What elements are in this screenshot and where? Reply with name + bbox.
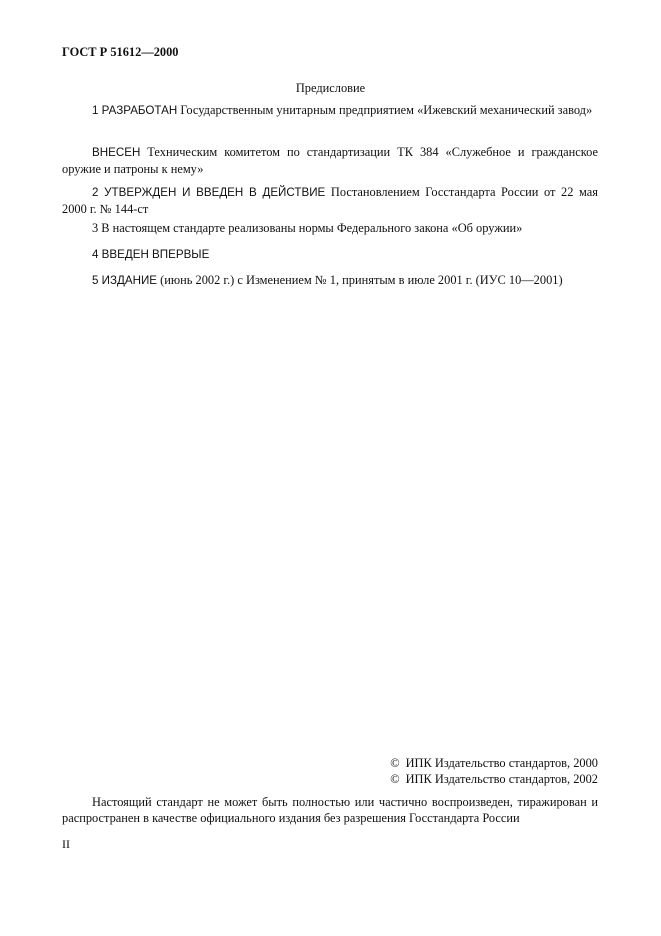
- preface-item-lead: 2 УТВЕРЖДЕН И ВВЕДЕН В ДЕЙСТВИЕ: [92, 186, 326, 199]
- copyright-icon: ©: [390, 772, 400, 786]
- page-number: II: [62, 837, 70, 851]
- preface-title: Предисловие: [295, 81, 366, 95]
- copyright-text: ИПК Издательство стандартов, 2000: [405, 756, 598, 770]
- preface-item-text: (июнь 2002 г.) с Изменением № 1, принятым в июле 2001 г. (ИУС 10—2001): [157, 273, 563, 287]
- preface-item-developed: [62, 102, 598, 119]
- preface-item-lead: 5 ИЗДАНИЕ: [92, 274, 158, 287]
- reproduction-notice: Настоящий стандарт не может быть полностью или частично воспроизведен, тиражирован и распространен в качестве официального издания без разрешения Госстандарта России: [62, 795, 598, 825]
- preface-item-introduced: [62, 144, 598, 177]
- preface-item-lead: 4 ВВЕДЕН ВПЕРВЫЕ: [92, 248, 210, 261]
- preface-item-text: Постановлением Госстандарта России от 22 мая 2000 г. № 144-ст: [62, 185, 598, 216]
- copyright-line: [390, 771, 598, 787]
- copyright-block: [390, 755, 598, 787]
- document-code: ГОСТ Р 51612—2000: [62, 45, 179, 59]
- copyright-icon: ©: [390, 756, 400, 770]
- preface-item-law: [62, 220, 598, 237]
- preface-item-approved: [62, 184, 598, 217]
- preface-item-text: Техническим комитетом по стандартизации ТК 384 «Служебное и гражданское оружие и патроны к нему»: [62, 145, 598, 176]
- preface-item-text: Государственным унитарным предприятием «Ижевский механический завод»: [177, 103, 593, 117]
- copyright-line: [390, 755, 598, 771]
- preface-item-first-introduced: [62, 246, 598, 263]
- copyright-text: ИПК Издательство стандартов, 2002: [405, 772, 598, 786]
- preface-item-lead: 1 РАЗРАБОТАН: [92, 104, 178, 117]
- preface-item-edition: [62, 272, 598, 289]
- preface-item-text: 3 В настоящем стандарте реализованы нормы Федерального закона «Об оружии»: [92, 221, 523, 235]
- preface-item-lead: ВНЕСЕН: [92, 146, 141, 159]
